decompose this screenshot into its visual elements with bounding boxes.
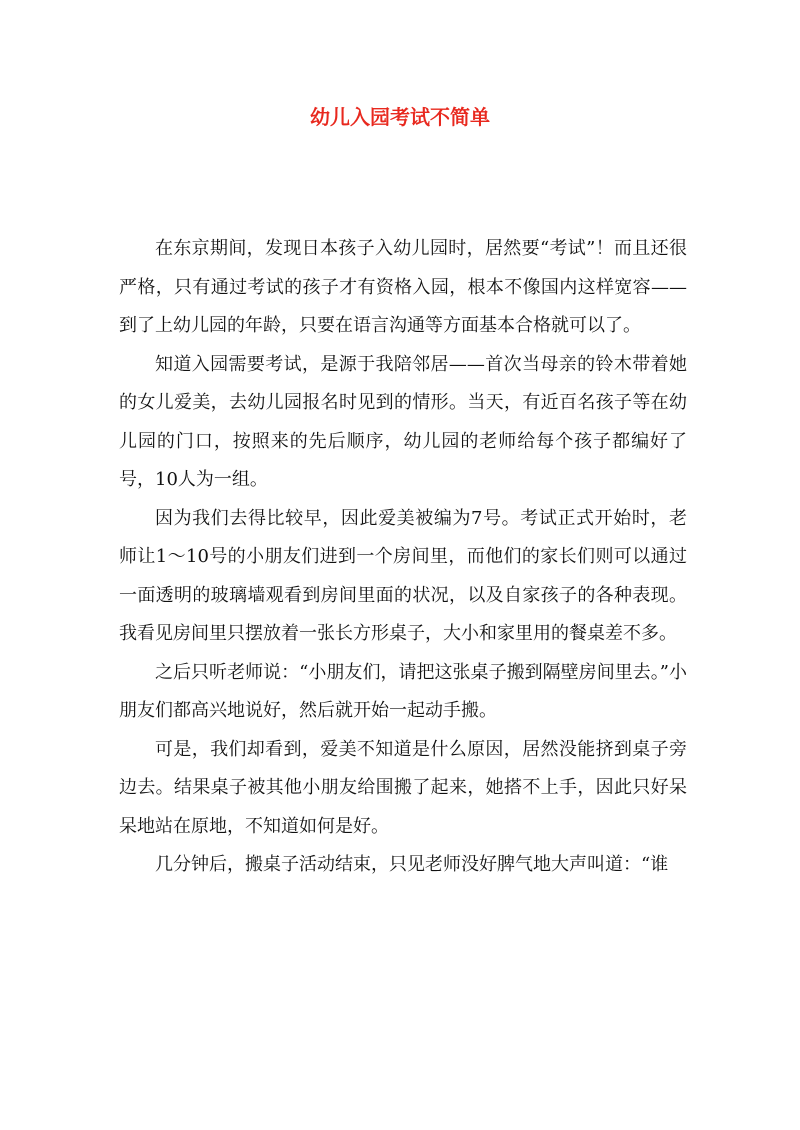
document-title: 幼儿入园考试不简单 xyxy=(310,105,490,129)
paragraph: 知道入园需要考试，是源于我陪邻居——首次当母亲的铃木带着她的女儿爱美，去幼儿园报名时见到的情形。当天，有近百名孩子等在幼儿园的门口，按照来的先后顺序，幼儿园的老师给每个孩子都编好了号，10人为一组。 xyxy=(119,353,687,490)
paragraph: 之后只听老师说：“小朋友们，请把这张桌子搬到隔壁房间里去。”小朋友们都高兴地说好，然后就开始一起动手搬。 xyxy=(119,661,687,721)
paragraph: 可是，我们却看到，爱美不知道是什么原因，居然没能挤到桌子旁边去。结果桌子被其他小朋友给围搬了起来，她搭不上手，因此只好呆呆地站在原地，不知道如何是好。 xyxy=(119,738,687,837)
document-body xyxy=(119,230,687,885)
paragraph: 几分钟后，搬桌子活动结束，只见老师没好脾气地大声叫道：“谁 xyxy=(155,854,669,875)
paragraph: 在东京期间，发现日本孩子入幼儿园时，居然要“考试”！而且还很严格，只有通过考试的孩子才有资格入园，根本不像国内这样宽容——到了上幼儿园的年龄，只要在语言沟通等方面基本合格就可以了。 xyxy=(119,238,687,336)
paragraph: 因为我们去得比较早，因此爱美被编为7号。考试正式开始时，老师让1～10号的小朋友们进到一个房间里，而他们的家长们则可以通过一面透明的玻璃墙观看到房间里面的状况，以及自家孩子的各种表现。我看见房间里只摆放着一张长方形桌子，大小和家里用的餐桌差不多。 xyxy=(119,507,687,644)
